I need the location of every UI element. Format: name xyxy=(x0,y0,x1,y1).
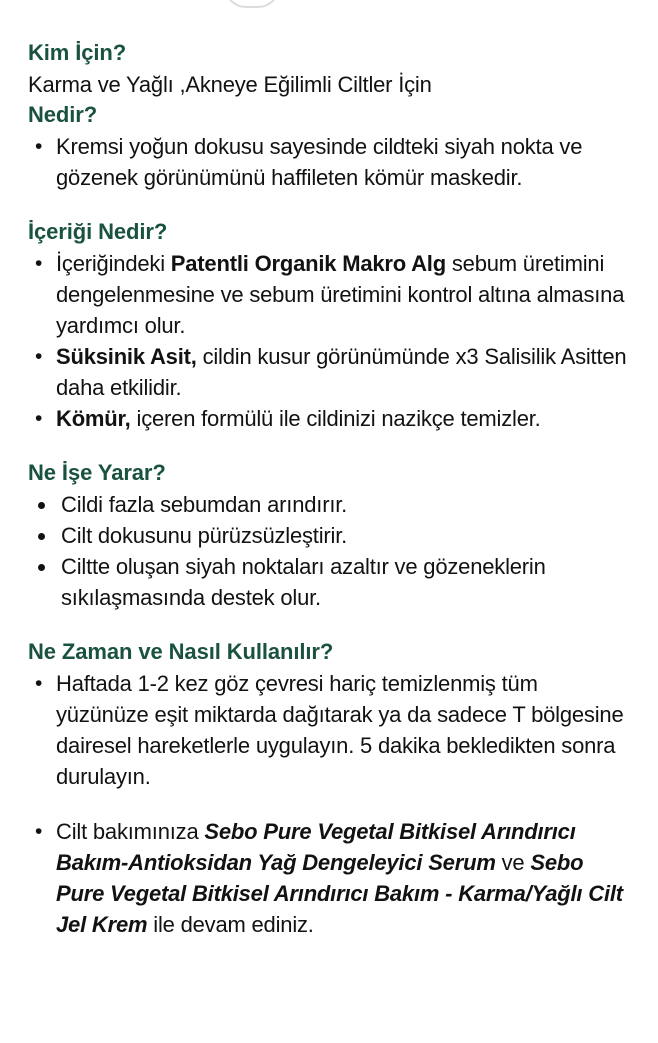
bullet-run: ile devam ediniz. xyxy=(147,912,314,937)
list-item xyxy=(28,520,636,551)
bullet-text: Ciltte oluşan siyah noktaları azaltır ve gözeneklerin sıkılaşmasında destek olur. xyxy=(61,554,546,610)
section-devam-onerisi xyxy=(28,816,636,940)
bullet-text: Cilt dokusunu pürüzsüzleştirir. xyxy=(61,523,348,548)
section-heading-ne-ise-yarar: Ne İşe Yarar? xyxy=(28,460,166,485)
list-item xyxy=(28,816,636,940)
list-item xyxy=(28,403,636,434)
bullet-list-devam-onerisi xyxy=(28,816,636,940)
bullet-list-ne-ise-yarar xyxy=(28,489,636,613)
bullet-run: içeren formülü ile cildinizi nazikçe temizler. xyxy=(130,406,541,431)
section-heading-nedir: Nedir? xyxy=(28,102,98,127)
section-heading-icerigi-nedir: İçeriği Nedir? xyxy=(28,219,168,244)
list-item xyxy=(28,489,636,520)
bullet-run: cildin kusur görünümünde x3 Salisilik Asitten daha etkilidir. xyxy=(56,344,627,400)
bullet-run: sebum üretimini dengelenmesine ve sebum üretimini kontrol altına almasına yardımcı olur. xyxy=(56,251,625,338)
list-item xyxy=(28,551,636,613)
list-item xyxy=(28,131,636,193)
section-ne-ise-yarar xyxy=(28,458,636,613)
section-lead-kim-icin: Karma ve Yağlı ,Akneye Eğilimli Ciltler İçin xyxy=(28,72,432,97)
section-heading-ne-zaman-ve-nasil-kullanilir: Ne Zaman ve Nasıl Kullanılır? xyxy=(28,639,334,664)
section-nedir xyxy=(28,100,636,193)
bullet-run-emphasis: Süksinik Asit, xyxy=(56,344,197,369)
bullet-run-emphasis: Kömür, xyxy=(56,406,131,431)
list-item xyxy=(28,341,636,403)
bullet-text: Haftada 1-2 kez göz çevresi hariç temizlenmiş tüm yüzünüze eşit miktarda dağıtarak ya da sadece T bölgesine dairesel hareketlerle uygulayın. 5 dakika bekledikten sonra durulayın. xyxy=(56,671,624,789)
section-ne-zaman-ve-nasil-kullanilir xyxy=(28,637,636,792)
product-name-jel-krem: Sebo Pure Vegetal Bitkisel Arındırıcı Bakım - Karma/Yağlı Cilt Jel Krem xyxy=(56,850,623,937)
list-item xyxy=(28,668,636,792)
bullet-run-emphasis: Patentli Organik Makro Alg xyxy=(170,251,446,276)
list-item xyxy=(28,248,636,341)
bullet-run: Cilt bakımınıza xyxy=(56,819,205,844)
bullet-run: ve xyxy=(495,850,531,875)
bullet-list-icerigi-nedir xyxy=(28,248,636,434)
bullet-list-nedir xyxy=(28,131,636,193)
bullet-text: Kremsi yoğun dokusu sayesinde cildteki siyah nokta ve gözenek görünümünü haffileten kömür maskedir. xyxy=(56,134,583,190)
section-icerigi-nedir xyxy=(28,217,636,434)
section-kim-icin xyxy=(28,38,636,100)
product-name-serum: Sebo Pure Vegetal Bitkisel Arındırıcı Bakım-Antioksidan Yağ Dengeleyici Serum xyxy=(56,819,576,875)
bullet-text: Cildi fazla sebumdan arındırır. xyxy=(61,492,348,517)
bullet-run: İçeriğindeki xyxy=(56,251,171,276)
cropped-rounded-element-artifact xyxy=(224,0,280,8)
bullet-list-kullanim xyxy=(28,668,636,792)
section-heading-kim-icin: Kim İçin? xyxy=(28,40,127,65)
